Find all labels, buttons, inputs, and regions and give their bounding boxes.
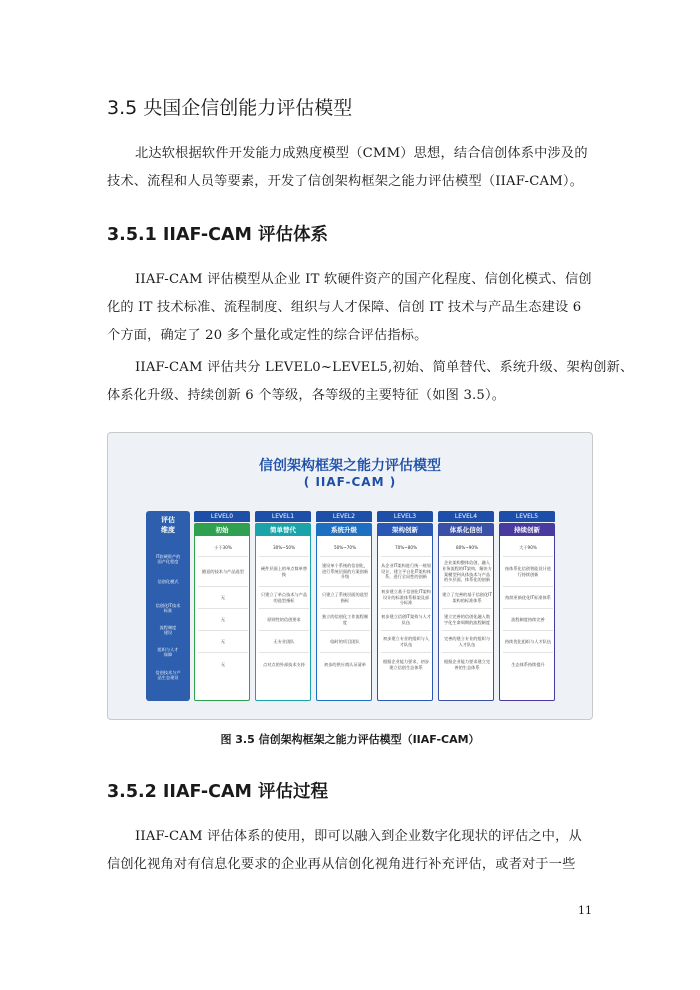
level-cell: 建立了完善的基于信创化IT架构的标准体系 xyxy=(442,586,492,608)
level-cell: 30%~50% xyxy=(272,545,296,551)
level-name: 简单替代 xyxy=(256,524,310,536)
level-column xyxy=(377,523,433,701)
subsection-title-2: 3.5.2 IIAF-CAM 评估过程 xyxy=(107,782,329,802)
level-cell: 80%~90% xyxy=(455,545,479,551)
level-cell: 无 xyxy=(198,652,248,676)
dimension-cell: 组织与人才 保障 xyxy=(157,646,179,657)
level-cell: 只建立了系统层面的选型指标 xyxy=(320,586,370,608)
level-name: 持续创新 xyxy=(500,524,554,536)
level-label: LEVEL5 xyxy=(499,511,555,522)
level-name: 架构创新 xyxy=(378,524,432,536)
level-name: 系统升级 xyxy=(317,524,371,536)
dimension-cell: 信创化IT技术 标准 xyxy=(155,602,181,613)
level-cell: 按体系化信创智能设计进行持续创新 xyxy=(503,556,553,586)
level-label: LEVEL4 xyxy=(438,511,494,522)
iiaf-cam-figure xyxy=(107,432,593,720)
level-cell: 初步建立基于信创化IT架构设计的标准体系框架及部分标准 xyxy=(381,586,431,608)
level-cell: 无 xyxy=(198,586,248,608)
level-cell: 从企业IT架构进行统一规划设计，建立平台化IT架构体系，进行全局性的创新 xyxy=(381,556,431,586)
intro-line: 北达软根据软件开发能力成熟度模型（CMM）思想，结合信创体系中涉及的 xyxy=(135,146,588,161)
dimension-cell: 信创技术与产 品生态建设 xyxy=(155,669,181,680)
level-cell: 根据企业能力要求，初步建立信创生态体系 xyxy=(381,652,431,676)
level-cell: 初步建立专业的组织与人才队伍 xyxy=(381,630,431,652)
level-cell: 建立完善的信创化融入数字化生命周期的流程制度 xyxy=(442,608,492,630)
level-cell: 小于30% xyxy=(214,545,232,551)
dimension-cell: 信创化模式 xyxy=(157,579,179,585)
level-cell: 企业架构整体信创，融入业务流程的IT架构，解决方案模型到具体技术与产品的多层面，体系化的创新 xyxy=(442,556,492,586)
sub1-line: IIAF-CAM 评估模型从企业 IT 软硬件资产的国产化程度、信创化模式、信创 xyxy=(135,272,592,287)
sub2-line: IIAF-CAM 评估体系的使用，即可以融入到企业数字化现状的评估之中，从 xyxy=(135,829,582,844)
sub1-line: 个方面，确定了 20 多个量化或定性的综合评估指标。 xyxy=(107,328,428,343)
level-column xyxy=(255,523,311,701)
level-cell: 50%~70% xyxy=(333,545,357,551)
level-column xyxy=(194,523,250,701)
level-cell: 流程制度持续完善 xyxy=(503,608,553,630)
level-column xyxy=(438,523,494,701)
figure-title: 信创架构框架之能力评估模型 xyxy=(259,458,441,474)
sub1-paragraph-1 xyxy=(107,266,595,350)
level-label: LEVEL2 xyxy=(316,511,372,522)
level-cell: 随意的技术与产品选型 xyxy=(198,556,248,586)
level-cell: 硬件层面上的单点简单替换 xyxy=(259,556,309,586)
level-label: LEVEL0 xyxy=(194,511,250,522)
level-label: LEVEL3 xyxy=(377,511,433,522)
level-cell: 根据企业能力要求建立完善的生态体系 xyxy=(442,652,492,676)
figure-caption: 图 3.5 信创架构框架之能力评估模型（IIAF-CAM） xyxy=(220,733,480,746)
sub1-line: IIAF-CAM 评估共分 LEVEL0~LEVEL5,初始、简单替代、系统升级、架构创新、 xyxy=(135,360,634,375)
level-cell: 完善的建立专业的组织与人才队伍 xyxy=(442,630,492,652)
level-cell: 只建立了单点技术与产品的选型指标 xyxy=(259,586,309,608)
level-cell: 点对点的外部技术支持 xyxy=(259,652,309,676)
level-cell: 独立的信创化工作流程制度 xyxy=(320,608,370,630)
dimension-cell: 流程制度 建设 xyxy=(159,624,177,635)
level-cell: 大于90% xyxy=(519,545,537,551)
level-column xyxy=(499,523,555,701)
section-title: 3.5 央国企信创能力评估模型 xyxy=(107,97,353,119)
intro-paragraph xyxy=(107,140,595,196)
level-cell: 无 xyxy=(198,630,248,652)
level-name: 体系化信创 xyxy=(439,524,493,536)
level-cell: 70%~80% xyxy=(394,545,418,551)
dimension-column xyxy=(146,511,190,701)
level-cell: 建设单个系统的信创化，进行系统层面的方案创新升级 xyxy=(320,556,370,586)
level-name: 初始 xyxy=(195,524,249,536)
dimension-cell: IT软硬资产的 国产化程度 xyxy=(155,553,181,564)
level-cell: 持续优化组织与人才队伍 xyxy=(503,630,553,652)
subsection-title-1: 3.5.1 IIAF-CAM 评估体系 xyxy=(107,225,329,245)
level-cell: 无专业团队 xyxy=(259,630,309,652)
sub1-line: 化的 IT 技术标准、流程制度、组织与人才保障、信创 IT 技术与产品生态建设 6 xyxy=(107,300,582,315)
sub2-paragraph xyxy=(107,823,595,879)
level-cell: 临时的项目团队 xyxy=(320,630,370,652)
sub2-line: 信创化视角对有信息化要求的企业再从信创化视角进行补充评估，或者对于一些 xyxy=(107,857,576,872)
level-cell: 无 xyxy=(198,608,248,630)
level-cell: 初步的供应商认证清单 xyxy=(320,652,370,676)
intro-line: 技术、流程和人员等要素，开发了信创架构框架之能力评估模型（IIAF-CAM）。 xyxy=(107,174,584,189)
level-cell: 生态体系持续提升 xyxy=(503,652,553,676)
sub1-line: 体系化升级、持续创新 6 个等级，各等级的主要特征（如图 3.5）。 xyxy=(107,388,506,403)
level-column xyxy=(316,523,372,701)
figure-subtitle: ( IIAF-CAM ) xyxy=(303,475,397,489)
sub1-paragraph-2 xyxy=(107,354,634,410)
dimension-header: 评估 维度 xyxy=(161,516,175,534)
level-cell: 原则性的信创要求 xyxy=(259,608,309,630)
level-cell: 持续更新优化IT标准体系 xyxy=(503,586,553,608)
level-cell: 初步建立信创IT架构与人才队伍 xyxy=(381,608,431,630)
page-number: 11 xyxy=(578,904,592,917)
level-label: LEVEL1 xyxy=(255,511,311,522)
